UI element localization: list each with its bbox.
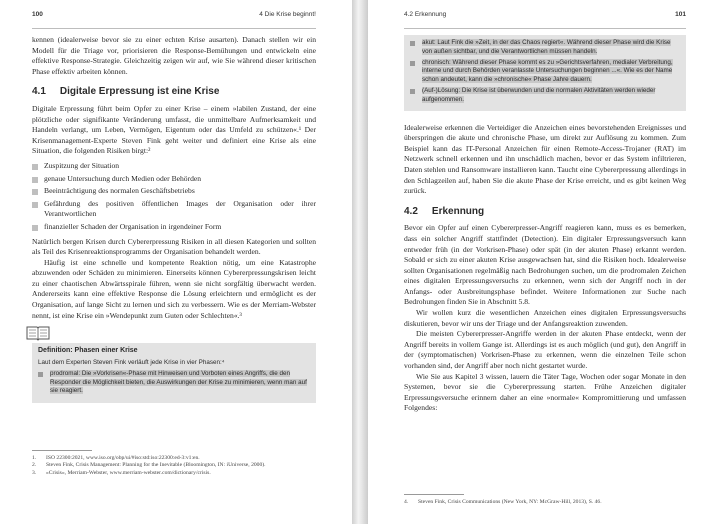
definition-intro: Laut dem Experten Steven Fink verläuft jede Krise in vier Phasen:⁴ [38,359,225,367]
list-item [38,370,310,396]
risk-list [32,161,316,233]
footnote: 2. Steven Fink, Crisis Management: Planning for the Inevitable (Bloomington, IN: iUniverse, 2000). [32,462,266,469]
left-running-header [32,0,316,29]
section-number: 4.2 [404,205,418,217]
paragraph: Natürlich bergen Krisen durch Cybererpressung Risiken in all diesen Kategorien und sollten als Teil des Krisenreaktionsprogramms der Organisation behandelt werden. [32,236,316,257]
paragraph: Häufig ist eine schnelle und kompetente Reaktion nötig, um eine Katastrophe abzuwenden oder Schäden zu minimieren. Einerseits können Cybererpressungskrisen leicht zu einer chaotischen Abwärtsspirale führen, wenn sie nicht sorgfältig überwacht werden. Andererseits kann eine effektive Response die Lösung erleichtern und ermöglicht es der Organisation, auf lange Sicht zu lernen und sich zu verbessern. Wie es der Merriam-Webster nennt, ist eine Krise ein »Wendepunkt zum Guten oder Schlechten«.³ [32,257,316,320]
list-item [410,39,680,57]
phase-list [410,39,680,105]
phase-acute: akut: Laut Fink die »Zeit, in der das Chaos regiert«. Während dieser Phase wird die Krise von außen sichtbar, und die Verantwortlichen müssen handeln. [422,39,671,55]
paragraph: Wie Sie aus Kapitel 3 wissen, lauern die Täter Tage, Wochen oder sogar Monate in den Systemen, bevor sie die Cybererpressung starten. Frühe Anzeichen digitaler Erpressungsversuche erinnern daher an eine »normale« Kompromittierung und umfassen Folgendes: [404,371,686,413]
list-item [410,59,680,85]
phases-continued-box [404,35,686,111]
left-body [32,35,316,321]
left-page [0,0,352,524]
list-item: Beeinträchtigung des normalen Geschäftsbetriebs [32,186,316,197]
definition-title: Definition: Phasen einer Krise [38,347,138,355]
footnotes [32,455,316,477]
list-item: Zuspitzung der Situation [32,161,316,172]
list-item: finanzieller Schaden der Organisation in irgendeiner Form [32,222,316,233]
right-page [368,0,720,524]
footnote: 4. Steven Fink, Crisis Communications (New York, NY: McGraw-Hill, 2013), S. 46. [404,499,602,505]
footnotes [404,499,686,506]
paragraph: Idealerweise erkennen die Verteidiger die Anzeichen eines bevorstehenden Ereignisses und überspringen die akute und chronische Phase, um direkt zur Auflösung zu kommen. Zum Beispiel kann das IT-Personal Anzeichen für einen Remote-Access-Trojaner (RAT) im Netzwerk schnell erkennen und ihn unschädlich machen, bevor er das System infiltrieren, Daten stehlen und Ransomware installieren kann. Taucht eine Cybererpressung allerdings in den Schlagzeilen auf, haben Sie die akute Phase der Krise erreicht, und es gibt keinen Weg zurück. [404,122,686,196]
section-title: Digitale Erpressung ist eine Krise [59,86,220,98]
left-footnotes-area [32,446,316,477]
right-body [404,123,686,414]
list-item [410,87,680,105]
phase-prodromal: prodromal: Die »Vorkrisen«-Phase mit Hinweisen und Vorboten eines Angriffs, die den Responder die Möglichkeit bieten, die Auswirkungen der Krise zu minimieren, wenn man auf sie reagiert. [50,369,307,395]
footnote: 1. ISO 22300:2021, www.iso.org/obp/ui/#iso:std:iso:22300:ed-3:v1:en. [32,455,200,461]
open-book-icon [26,325,50,341]
right-chapter-header: 4.2 Erkennung [404,10,447,18]
section-heading-4-1 [32,87,316,98]
list-item: Gefährdung des positiven öffentlichen Images der Organisation oder ihrer Verantwortlichen [32,199,316,220]
footnote-rule [32,450,92,451]
footnote: 3. »Crisis«, Merriam-Webster, www.merriam-webster.com/dictionary/crisis. [32,469,211,476]
right-footnotes-area [404,490,686,506]
right-page-number: 101 [675,10,686,18]
right-running-header [404,0,686,29]
section-title: Erkennung [431,205,485,217]
definition-box [32,343,316,403]
left-chapter-header: 4 Die Krise beginnt! [259,10,316,18]
paragraph: Digitale Erpressung führt beim Opfer zu einer Krise – einem »labilen Zustand, der eine plötzliche oder signifikante Veränderung umfasst, die unmittelbare Aufmerksamkeit und Handeln verlangt, um Leben, Vermögen, Eigentum oder das Umfeld zu schützen«.¹ Der Krisenmanagement-Experte Steven Fink geht weiter und definiert eine Krise als eine Situation, die folgenden Risiken birgt:² [32,103,316,156]
footnote-rule [404,494,464,495]
phase-chronic: chronisch: Während dieser Phase kommt es zu »Gerichtsverfahren, medialer Verbreitung, interne und durch Behörden veranlasste Untersuchungen beginnen ...«. Wie es der Name schon andeutet, kann die »chronische« Phase Jahre dauern. [422,58,673,84]
phase-list [38,370,310,396]
list-item: genaue Untersuchung durch Medien oder Behörden [32,174,316,185]
paragraph: Bevor ein Opfer auf einen Cybererpresser-Angriff reagieren kann, muss es es bemerken, dass ein solcher Angriff stattfindet (Detection). Ein digitaler Erpressungsversuch kann entweder früh (in der Vorkrisen-Phase) oder spät (in der akuten Phase) erkannt werden. Sobald er sich zu einer akuten Krise ausgewachsen hat, sind die Risiken hoch. Idealerweise sollten Organisationen regelmäßig nach Bedrohungen suchen, um die prodromalen Zeichen eines digitalen Erpressungsversuchs zu erkennen, wenn sich der Angriff noch in der Anfangs- oder Ausbreitungsphase befindet. Weitere Informationen zur Suche nach Bedrohungen finden Sie in Abschnitt 5.8. [404,223,686,307]
intro-paragraph: kennen (idealerweise bevor sie zu einer echten Krise ausarten). Danach stellen wir ein Modell für die Triage vor, priorisieren die Response-Bemühungen und entwickeln eine effektive Response-Strategie. Gleichzeitig zeigen wir auf, wie Sie während dieser kritischen Phase effektiv arbeiten können. [32,35,316,76]
paragraph: Wir wollen kurz die wesentlichen Anzeichen eines digitalen Erpressungsversuchs diskutieren, bevor wir uns der Triage und der Anfangsreaktion zuwenden. [404,308,686,328]
book-gutter [352,0,368,524]
section-heading-4-2 [404,207,686,218]
section-number: 4.1 [32,86,46,98]
phase-resolution: (Auf-)Lösung: Die Krise ist überwunden und die normalen Aktivitäten werden wieder aufgenommen. [422,86,656,103]
paragraph: Die meisten Cybererpresser-Angriffe werden in der akuten Phase entdeckt, wenn der Angriff bereits in vollem Gange ist. Allerdings ist es auch möglich (und gut), den Angriff in der (symptomatischen) Vorkrisen-Phase zu erkennen, wenn die einzelnen Teile schon vorhanden sind, der Angriff aber noch nicht gestartet wurde. [404,329,686,371]
left-page-number: 100 [32,10,43,18]
